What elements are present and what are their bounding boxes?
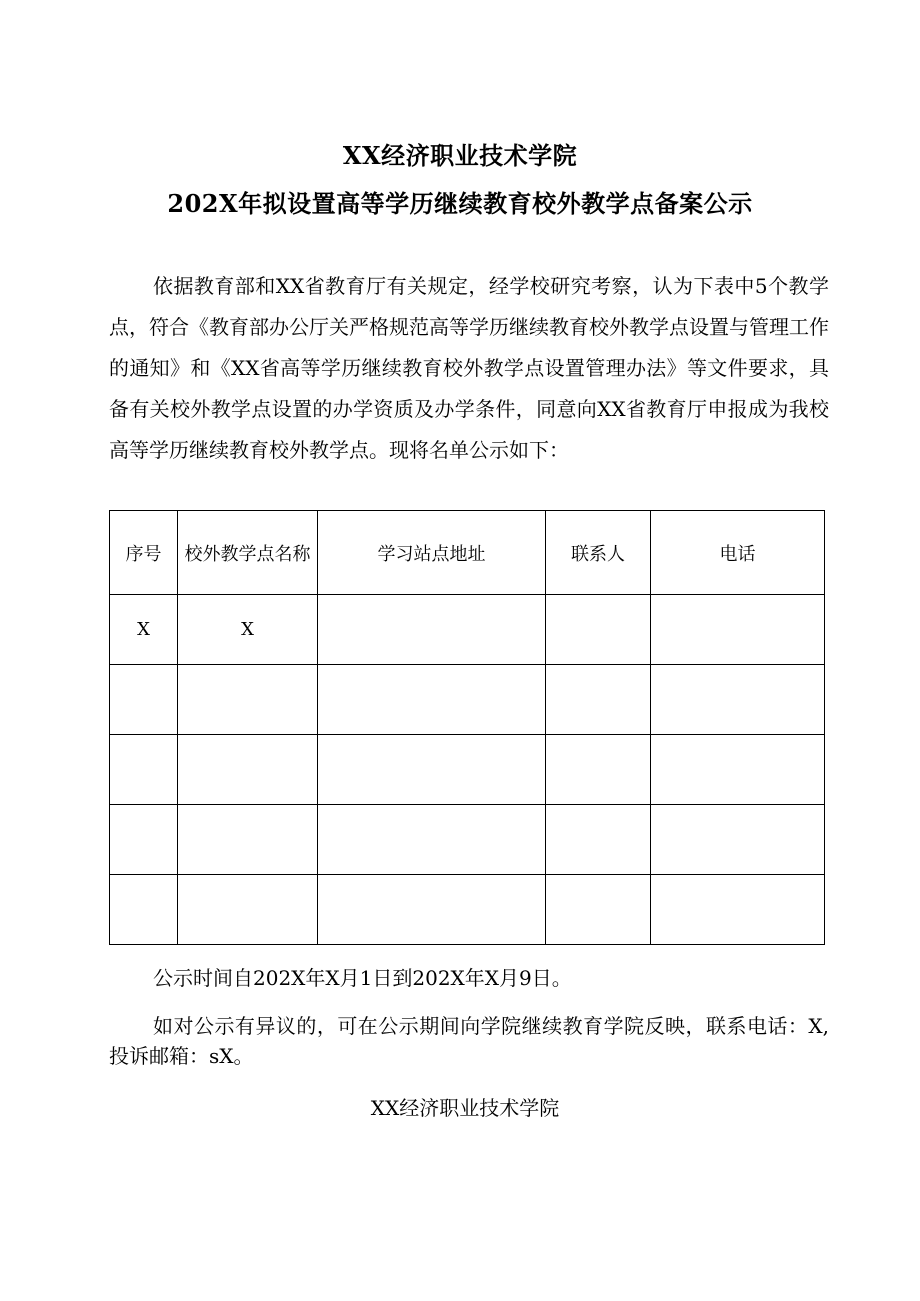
objection-paragraph: 如对公示有异议的，可在公示期间向学院继续教育学院反映，联系电话：X,投诉邮箱：sX。: [109, 1014, 829, 1068]
header-phone: 电话: [651, 511, 825, 595]
table-row: [110, 595, 825, 665]
cell-site-name: [178, 875, 318, 945]
cell-address: [318, 595, 546, 665]
cell-site-name: [178, 665, 318, 735]
table-row: [110, 875, 825, 945]
header-contact: 联系人: [546, 511, 651, 595]
cell-phone: [651, 875, 825, 945]
cell-site-name: X: [178, 595, 318, 665]
table-row: [110, 735, 825, 805]
cell-phone: [651, 595, 825, 665]
intro-paragraph: 依据教育部和XX省教育厅有关规定，经学校研究考察，认为下表中5个教学点，符合《教育部办公厅关严格规范高等学历继续教育校外教学点设置与管理工作的通知》和《XX省高等学历继续教育校外教学点设置管理办法》等文件要求，具备有关校外教学点设置的办学资质及办学条件，同意向XX省教育厅申报成为我校高等学历继续教育校外教学点。现将名单公示如下：: [109, 274, 829, 462]
document-subtitle: 202X年拟设置高等学历继续教育校外教学点备案公示: [167, 189, 753, 218]
cell-address: [318, 665, 546, 735]
signature: XX经济职业技术学院: [370, 1096, 560, 1120]
document-title: XX经济职业技术学院: [342, 141, 578, 170]
cell-index: [110, 805, 178, 875]
cell-address: [318, 875, 546, 945]
table-row: [110, 665, 825, 735]
cell-contact: [546, 875, 651, 945]
cell-contact: [546, 805, 651, 875]
cell-index: [110, 665, 178, 735]
teaching-point-table: [109, 510, 825, 945]
cell-address: [318, 735, 546, 805]
table-row: [110, 805, 825, 875]
header-index: 序号: [110, 511, 178, 595]
cell-phone: [651, 805, 825, 875]
cell-site-name: [178, 805, 318, 875]
header-address: 学习站点地址: [318, 511, 546, 595]
cell-index: [110, 875, 178, 945]
cell-site-name: [178, 735, 318, 805]
cell-phone: [651, 665, 825, 735]
cell-address: [318, 805, 546, 875]
cell-contact: [546, 735, 651, 805]
cell-index: X: [110, 595, 178, 665]
cell-index: [110, 735, 178, 805]
header-site-name: 校外教学点名称: [178, 511, 318, 595]
cell-contact: [546, 595, 651, 665]
publicity-period: 公示时间自202X年X月1日到202X年X月9日。: [153, 966, 572, 990]
cell-contact: [546, 665, 651, 735]
table-header-row: [110, 511, 825, 595]
cell-phone: [651, 735, 825, 805]
